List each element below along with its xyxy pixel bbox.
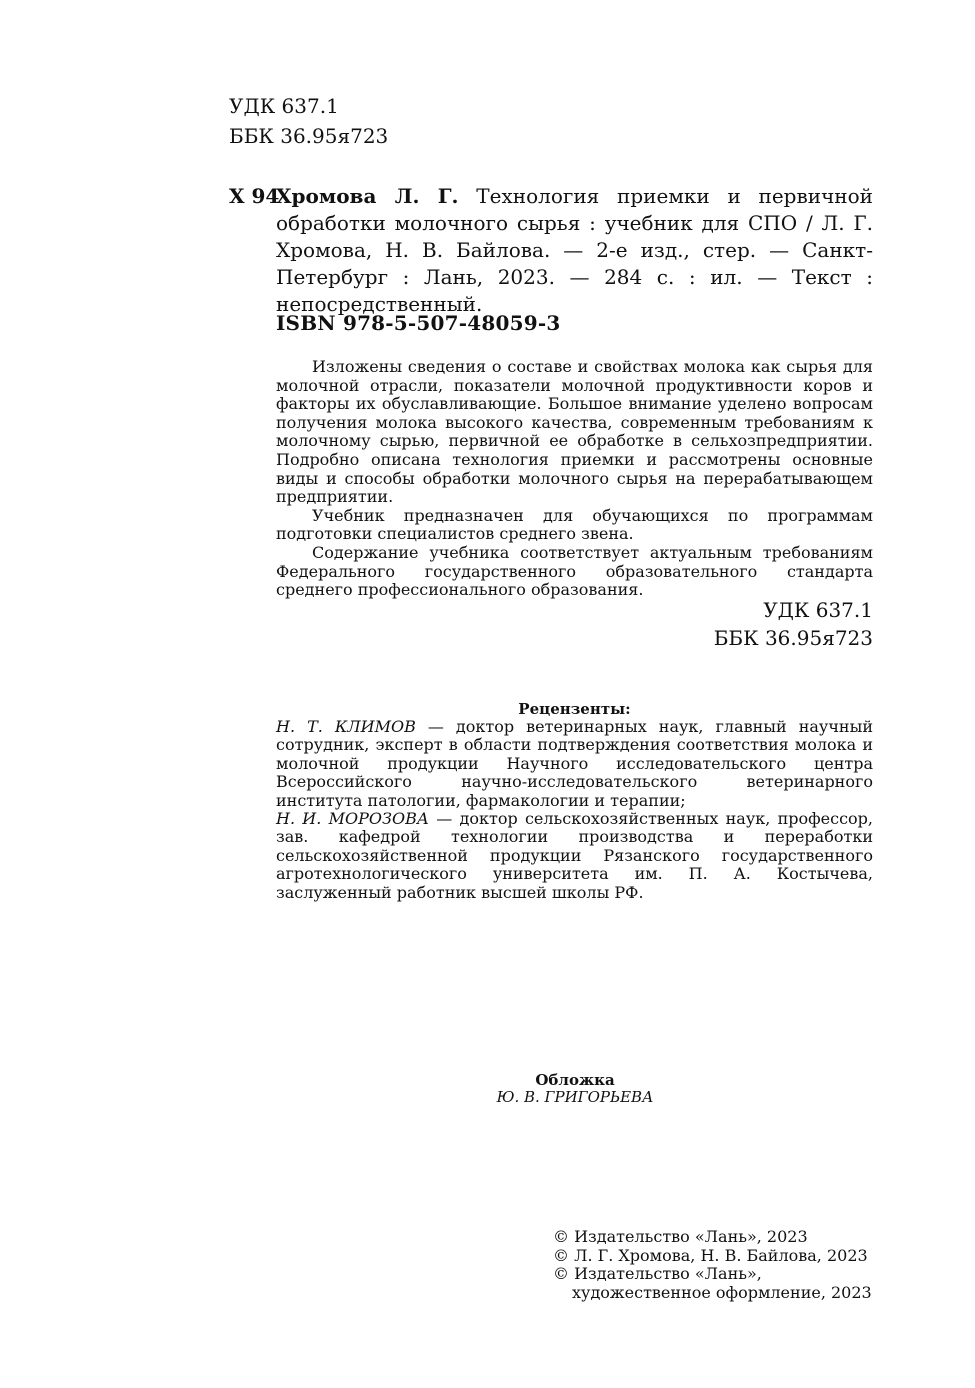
cover-heading: Обложка <box>535 1071 615 1089</box>
copyright-line: © Издательство «Лань», <box>553 1264 762 1283</box>
copyright-line: художественное оформление, 2023 <box>572 1282 872 1302</box>
reviewer-name: Н. И. МОРОЗОВА <box>276 809 429 829</box>
reviewers-heading: Рецензенты: <box>518 700 631 718</box>
reviewer-details: — доктор ветеринарных наук, главный научный сотрудник, эксперт в области подтверждения соответствия молока и молочной продукции Научного исследовательского центра Всероссийского научно-исследовательского ветеринарного института патологии, фармакологии и терапии; <box>276 717 873 810</box>
isbn: ISBN 978-5-507-48059-3 <box>276 311 561 335</box>
entry-text: Технология приемки и первичной обработки молочного сырья : учебник для СПО / Л. Г. Хромова, Н. В. Байлова. — 2-е изд., стер. — Санкт-Петербург : Лань, 2023. — 284 с. : ил. — Текст : непосредственный. <box>276 184 873 316</box>
reviewer-item <box>276 810 873 902</box>
reviewers-list <box>276 718 873 902</box>
bbk-code: ББК 36.95я723 <box>229 124 389 148</box>
entry-author: Хромова Л. Г. <box>276 184 459 208</box>
bibliographic-entry <box>276 183 873 318</box>
copyright-block <box>553 1228 872 1302</box>
udk-bbk-bottom <box>714 596 873 652</box>
reviewer-name: Н. Т. КЛИМОВ <box>276 717 416 736</box>
reviewer-item <box>276 718 873 810</box>
copyright-line: © Л. Г. Хромова, Н. В. Байлова, 2023 <box>553 1245 868 1265</box>
cover-credit <box>460 1072 690 1106</box>
annotation-paragraph: Изложены сведения о составе и свойствах молока как сырья для молочной отрасли, показатели молочной продуктивности коров и факторы их обуславливающие. Большое внимание уделено вопросам получения молока высокого качества, современным требованиям к молочному сырью, первичной ее обработке в сельхозпредприятии. Подробно описана технология приемки и рассмотрены основные виды и способы обработки молочного сырья на перерабатывающем предприятии. <box>276 357 873 507</box>
author-mark: Х 94 <box>229 184 280 208</box>
udk-bbk-top <box>229 91 388 151</box>
udk-code: УДК 637.1 <box>229 94 339 118</box>
reviewer-details: — доктор сельскохозяйственных наук, профессор, зав. кафедрой технологии производства и переработки сельскохозяйственной продукции Рязанского государственного агротехнологического университета им. П. А. Костычева, заслуженный работник высшей школы РФ. <box>276 809 874 902</box>
annotation <box>276 358 873 600</box>
udk-code: УДК 637.1 <box>763 598 873 622</box>
cover-designer: Ю. В. ГРИГОРЬЕВА <box>496 1088 654 1106</box>
bbk-code: ББК 36.95я723 <box>713 626 873 650</box>
annotation-paragraph: Учебник предназначен для обучающихся по программам подготовки специалистов среднего звена. <box>276 505 873 544</box>
annotation-paragraph: Содержание учебника соответствует актуальным требованиям Федерального государственного образовательного стандарта среднего профессионального образования. <box>276 542 873 600</box>
copyright-line: © Издательство «Лань», 2023 <box>553 1227 808 1246</box>
